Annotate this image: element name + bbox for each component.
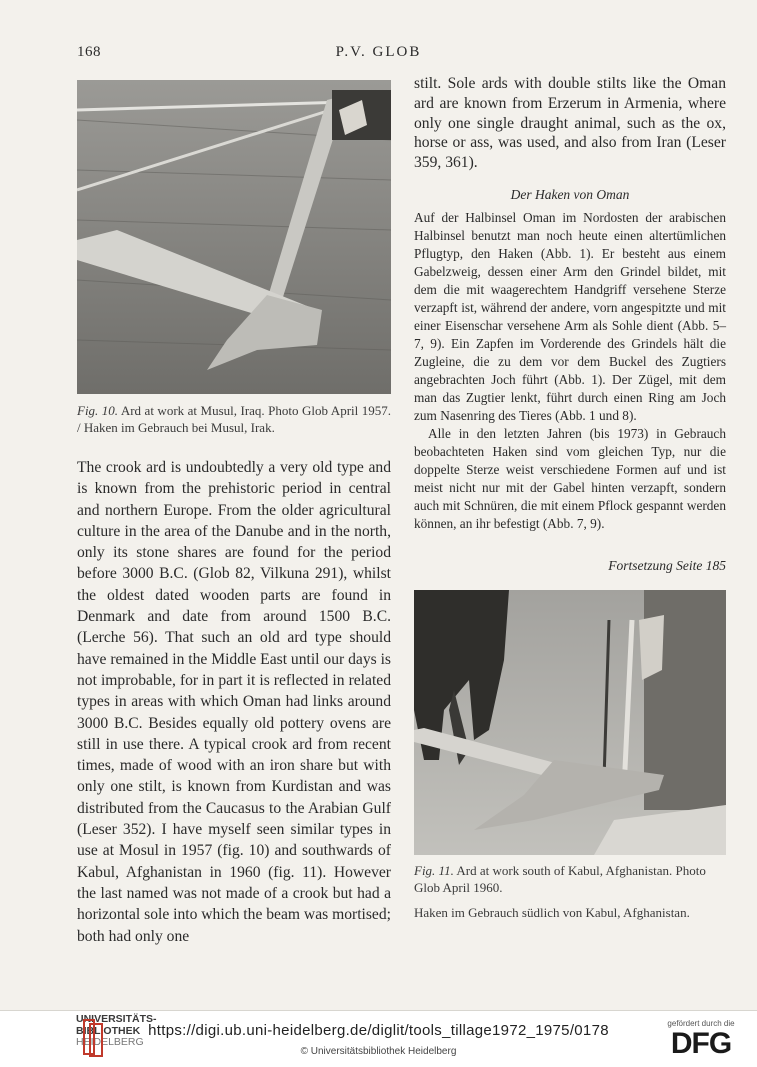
german-summary [414, 209, 726, 533]
figure-10-photo [77, 80, 391, 394]
section-heading: Der Haken von Oman [510, 187, 630, 202]
permalink-url[interactable]: https://digi.ub.uni-heidelberg.de/diglit/tools_tillage1972_1975/0178 [148, 1022, 609, 1039]
figure-10-label: Fig. 10. [77, 403, 119, 418]
library-name-line-2: BIBLIOTHEK [76, 1024, 141, 1037]
figure-11-photo [414, 590, 726, 855]
right-intro-text [414, 74, 726, 173]
german-paragraph-1: Auf der Halbinsel Oman im Nordosten der arabischen Halbinsel benutzt man noch heute einen altertümlichen Pflugtyp, den Haken (Abb. 1). Er besteht aus einem Gabelzweig, dessen einer Arm den Grindel bildet, mit dem die mit waagerechtem Handgriff versehene Sterze verzapft ist, während der andere, vorn angespitzte und mit einer Eisenschar versehene Arm als Sohle dient (Abb. 5–7, 9). Ein Zapfen im Vorderende des Grindels hält die Zugleine, die zu dem vor dem Buckel des Zugtiers angebrachten Joch führt (Abb. 1). Der Zügel, mit dem man das Zugtier lenkt, führt durch einen Ring am Joch zum Nasenring des Tieres (Abb. 1 und 8). [414, 210, 726, 423]
page-number: 168 [77, 44, 101, 60]
figure-10-caption-text: Ard at work at Musul, Iraq. Photo Glob April 1957. / Haken im Gebrauch bei Musul, Irak. [77, 403, 391, 435]
funding-note: gefördert durch die [667, 1019, 735, 1028]
left-paragraph: The crook ard is undoubtedly a very old type and is known from the prehistoric period in central and northern Europe. From the older agricultural culture in the area of the Danube and in the north, only its stone shares are found for the period before 3000 B.C. (Glob 82, Vilkuna 291), whilst the oldest dated wooden parts are found in Denmark and date from around 1500 B.C. (Lerche 56). That such an old ard type should have remained in the Middle East until our days is not improbable, for in part it is reflected in related types in areas with which Oman had links around 3000 B.C. Besides equally old pottery ovens are still in use there. A typical crook ard from recent times, made of wood with an iron share but with only one stilt, is known from Kurdistan and was distributed from the Caucasus to the Arabian Gulf (Leser 352). I have myself seen similar types in use at Mosul in 1957 (fig. 10) and southwards of Kabul, Afghanistan in 1960 (fig. 11). However the last named was not made of a crook but had a horizontal sole into which the beam was mortised; both had only one [77, 459, 391, 945]
library-name-line-3: HEIDELBERG [76, 1036, 144, 1048]
continuation-note: Fortsetzung Seite 185 [608, 558, 726, 573]
figure-11-caption-text: Ard at work south of Kabul, Afghanistan. Photo Glob April 1960. [414, 863, 706, 895]
dfg-logo[interactable]: DFG [670, 1027, 732, 1060]
german-paragraph-2: Alle in den letzten Jahren (bis 1973) in Gebrauch beobachteten Haken sind vom gleichen Typ, nur die doppelte Sterze weist verschiedene Formen auf und ist meist nicht nur mit der Gabel hinten verzapft, sondern auch mit Schnüren, die mit einem Pflock gespannt werden können, an ihr befestigt (Abb. 7, 9). [414, 426, 726, 531]
figure-11-label: Fig. 11. [414, 863, 454, 878]
running-head: P.V. GLOB [335, 44, 422, 60]
right-intro-paragraph: stilt. Sole ards with double stilts like the Oman ard are known from Erzerum in Armenia, where only one single draught animal, such as the ox, horse or ass, was used, and also from Iran (Leser 359, 361). [414, 75, 726, 172]
library-name-line-1: UNIVERSITÄTS- [76, 1013, 157, 1025]
copyright-notice: © Universitätsbibliothek Heidelberg [300, 1046, 457, 1057]
figure-11-caption [414, 862, 726, 896]
left-column-text [77, 457, 391, 947]
figure-10-caption [77, 402, 391, 436]
figure-11-caption-german: Haken im Gebrauch südlich von Kabul, Afghanistan. [414, 905, 690, 920]
